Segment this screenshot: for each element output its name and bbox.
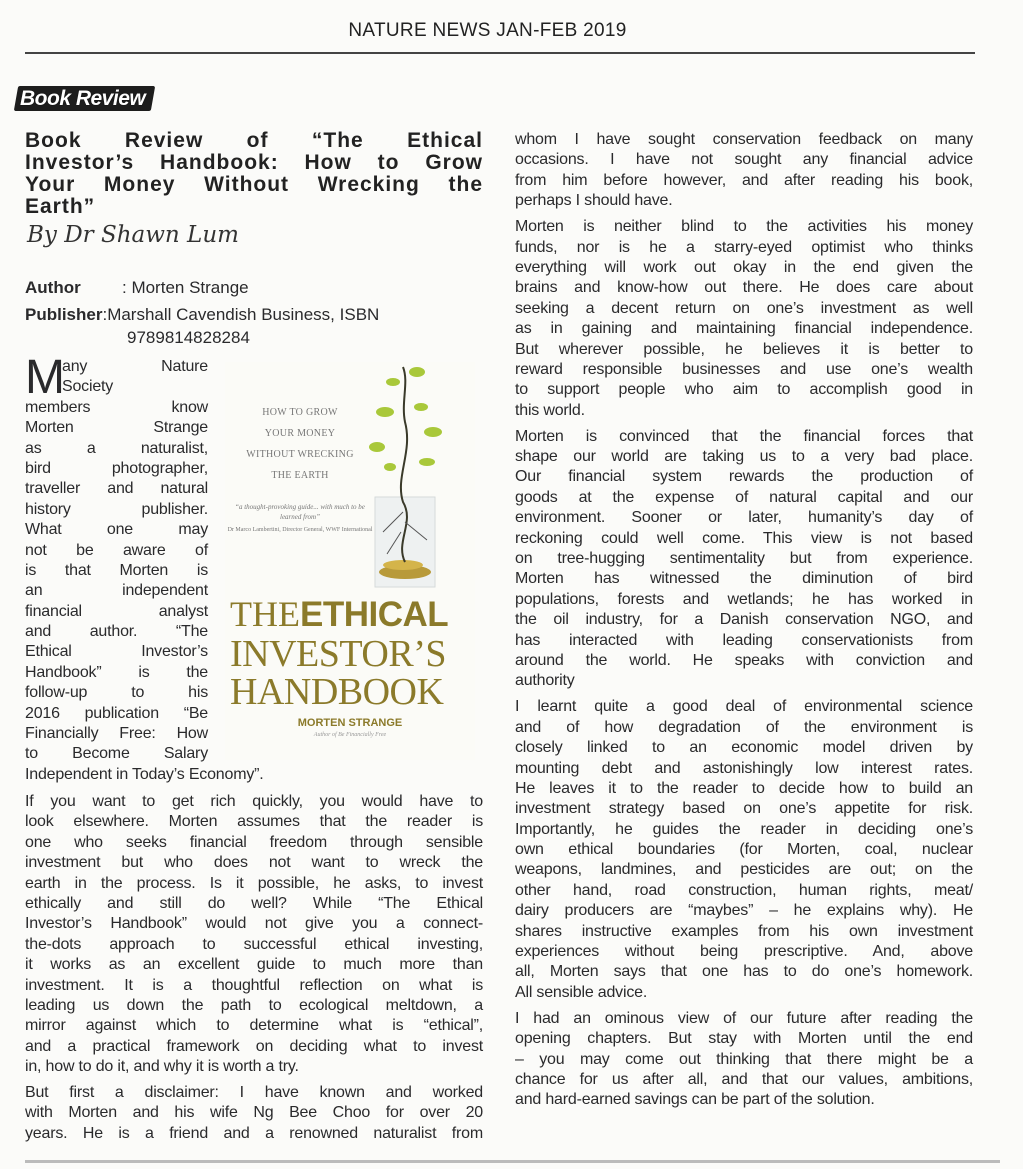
text-line: Society: [62, 378, 114, 396]
text-line: brains and know-how out there. He does care about: [515, 279, 973, 297]
cover-title-ethical: ETHICAL: [299, 595, 449, 634]
cover-subtitle-line: YOUR MONEY: [264, 428, 336, 439]
text-line: history publisher.: [25, 500, 208, 518]
section-badge: [14, 86, 156, 111]
text-line: in, how to do it, and why it is worth a try.: [25, 1058, 299, 1076]
text-line: He leaves it to the reader to decide how to build an: [515, 779, 973, 797]
cover-title-line-1: [230, 594, 470, 635]
text-line: Morten has witnessed the diminution of bird: [515, 570, 973, 588]
text-line: opening chapters. But stay with Morten until the end: [515, 1030, 973, 1048]
text-line: investment strategy based on one’s appetite for risk.: [515, 800, 973, 818]
headline-line: Earth”: [25, 195, 96, 218]
masthead: NATURE NEWS JAN-FEB 2019: [348, 20, 627, 41]
footer-rule: [25, 1160, 1000, 1163]
text-line: with Morten and his wife Ng Bee Choo for over 20: [25, 1104, 483, 1122]
cover-author: MORTEN STRANGE: [297, 717, 403, 729]
text-line: Ethical Investor’s: [25, 643, 208, 661]
text-line: investment but who does not want to wreck the: [25, 854, 483, 872]
text-line: investment. It is a thoughtful reflection on what is: [25, 976, 483, 994]
text-line: reward responsible businesses and use one’s wealth: [515, 360, 973, 378]
text-line: – you may come out thinking that there might be a: [515, 1050, 973, 1068]
text-line: reckoning could well come. This view is not based: [515, 529, 973, 547]
text-line: financial analyst: [25, 602, 208, 620]
text-line: and a practical framework on deciding what to invest: [25, 1037, 483, 1055]
text-line: follow-up to his: [25, 684, 208, 702]
paragraph: [25, 792, 483, 1077]
text-line: and author. “The: [25, 623, 208, 641]
text-line: to support people who aim to accomplish good in: [515, 381, 973, 399]
author-value: : Morten Strange: [122, 278, 249, 297]
text-line: goods at the expense of natural capital and our: [515, 488, 973, 506]
paragraph: [515, 697, 973, 1003]
text-line: around the world. He speaks with conviction and: [515, 651, 973, 669]
text-line: bird photographer,: [25, 459, 208, 477]
text-line: on tree-hugging sentimentality but from experience.: [515, 550, 973, 567]
paragraph: [515, 427, 973, 692]
text-line: seeking a decent return on one’s investment as well: [515, 299, 973, 317]
section-badge-label: Book Review: [20, 87, 146, 110]
text-line: everything will work out okay in the end given the: [515, 258, 973, 276]
text-line: closely linked to an economic model driven by: [515, 739, 973, 757]
text-line: dairy producers are “maybes” – he explains why). He: [515, 902, 973, 920]
text-line: Investor’s Handbook” would not give you a connect-: [25, 915, 483, 933]
text-line: from him before however, and after reading his book,: [515, 171, 973, 189]
text-line: as a naturalist,: [25, 439, 208, 457]
text-line: the-dots approach to successful ethical investing,: [25, 935, 483, 953]
text-line: members know: [25, 398, 208, 416]
text-line: 2016 publication “Be: [25, 704, 208, 722]
headline-line: Investor’s Handbook: How to Grow: [25, 151, 483, 174]
cover-title-handbook: HANDBOOK: [230, 671, 444, 713]
text-line: perhaps I should have.: [515, 192, 673, 210]
cover-subtitle: [225, 402, 375, 486]
paragraph: [25, 1083, 483, 1144]
text-line: an independent: [25, 582, 208, 600]
text-line: Morten is convinced that the financial forces that: [515, 427, 973, 445]
paragraph: [515, 130, 973, 212]
text-line: Morten Strange: [25, 419, 208, 437]
text-line: any Nature: [62, 358, 208, 375]
text-line: to Become Salary: [25, 745, 208, 763]
text-line: Importantly, he guides the reader in deciding one’s: [515, 820, 973, 838]
cover-subtitle-line: HOW TO GROW: [262, 407, 338, 418]
header-rule: [25, 52, 975, 54]
drop-cap: M: [25, 351, 65, 404]
text-line: I learnt quite a good deal of environmental science: [515, 698, 973, 716]
text-line: mounting debt and astonishingly low interest rates.: [515, 759, 973, 777]
text-line: and of how degradation of the environment is: [515, 718, 973, 736]
text-line: as in gaining and maintaining financial independence.: [515, 320, 973, 338]
left-column-body: [25, 792, 483, 1150]
paragraph: [515, 217, 973, 421]
text-line: look elsewhere. Morten assumes that the reader is: [25, 813, 483, 831]
text-line: But first a disclaimer: I have known and worked: [25, 1084, 483, 1102]
cover-quote-source: Dr Marco Lambertini, Director General, WWF International: [227, 527, 373, 533]
text-line: What one may: [25, 521, 208, 539]
cover-author-note: Author of Be Financially Free: [313, 732, 387, 738]
text-line: the oil industry, for a Danish conservation NGO, and: [515, 611, 973, 629]
text-line: one who seeks financial freedom through sensible: [25, 833, 483, 851]
cover-quote-text: “a thought-provoking guide... with much to be learned from”: [235, 503, 365, 521]
headline: [25, 130, 483, 218]
plant-in-glass-icon: [355, 362, 475, 597]
text-line: earth in the process. Is it possible, he asks, to invest: [25, 874, 483, 892]
text-line: ethically and still do well? While “The Ethical: [25, 894, 483, 912]
text-line: and hard-earned savings can be part of the solution.: [515, 1091, 875, 1109]
publisher-row: [25, 305, 379, 325]
text-line: populations, forests and wetlands; he has worked in: [515, 590, 973, 608]
publisher-value: :Marshall Cavendish Business, ISBN: [102, 305, 380, 324]
text-line: environment. Sooner or later, humanity’s day of: [515, 509, 973, 527]
text-line: Our financial system rewards the production of: [515, 468, 973, 486]
text-line: All sensible advice.: [515, 983, 648, 1001]
text-line: weapons, landmines, and pesticides are out; on the: [515, 861, 973, 879]
text-line: Morten is neither blind to the activities his money: [515, 218, 973, 236]
text-line: mirror against which to determine what is “ethical”,: [25, 1017, 483, 1035]
cover-subtitle-line: WITHOUT WRECKING: [246, 449, 354, 460]
text-line: own ethical boundaries (for Morten, coal, nuclear: [515, 841, 973, 859]
text-line: If you want to get rich quickly, you would have to: [25, 793, 483, 810]
text-line: years. He is a friend and a renowned naturalist from: [25, 1124, 483, 1142]
book-cover-image: [225, 362, 475, 760]
text-line: Financially Free: How: [25, 725, 208, 743]
isbn: 9789814828284: [127, 328, 250, 347]
text-line: Handbook” is the: [25, 663, 208, 681]
text-line: other hand, road construction, human rights, meat/: [515, 881, 973, 899]
text-line: chance for us after all, and that our values, ambitions,: [515, 1070, 973, 1088]
cover-title-investors: INVESTOR’S: [230, 633, 446, 675]
intro-paragraph: [25, 351, 208, 765]
text-line: is that Morten is: [25, 561, 208, 579]
text-line: occasions. I have not sought any financial advice: [515, 151, 973, 169]
byline: By Dr Shawn Lum: [27, 222, 239, 248]
headline-line: Book Review of “The Ethical: [25, 129, 483, 152]
text-line: has interacted with leading conservationists from: [515, 631, 973, 649]
text-line: it works as an excellent guide to much more than: [25, 956, 483, 974]
text-line: But wherever possible, he believes it is better to: [515, 340, 973, 358]
right-column-body: [515, 130, 973, 1116]
text-line: leading us down the path to ecological meltdown, a: [25, 996, 483, 1014]
intro-last-line: Independent in Today’s Economy”.: [25, 766, 264, 783]
cover-subtitle-line: THE EARTH: [271, 470, 329, 481]
paragraph: [515, 1009, 973, 1111]
text-line: traveller and natural: [25, 480, 208, 498]
publisher-label: Publisher: [25, 305, 103, 324]
text-line: this world.: [515, 401, 585, 419]
text-line: authority: [515, 672, 575, 690]
text-line: funds, nor is he a starry-eyed optimist who thinks: [515, 238, 973, 256]
text-line: I had an ominous view of our future after reading the: [515, 1009, 973, 1027]
text-line: whom I have sought conservation feedback on many: [515, 131, 973, 148]
author-row: [25, 278, 249, 298]
headline-line: Your Money Without Wrecking the: [25, 173, 483, 196]
cover-quote: [225, 502, 375, 535]
text-line: shape our world are taking us to a very bad place.: [515, 448, 973, 466]
cover-title-the: THE: [230, 594, 300, 634]
author-label: Author: [25, 278, 81, 297]
text-line: all, Morten says that one has to do one’s homework.: [515, 963, 973, 981]
text-line: not be aware of: [25, 541, 208, 559]
text-line: shares instructive examples from his own investment: [515, 922, 973, 940]
text-line: experiences without being prescriptive. And, above: [515, 943, 973, 961]
